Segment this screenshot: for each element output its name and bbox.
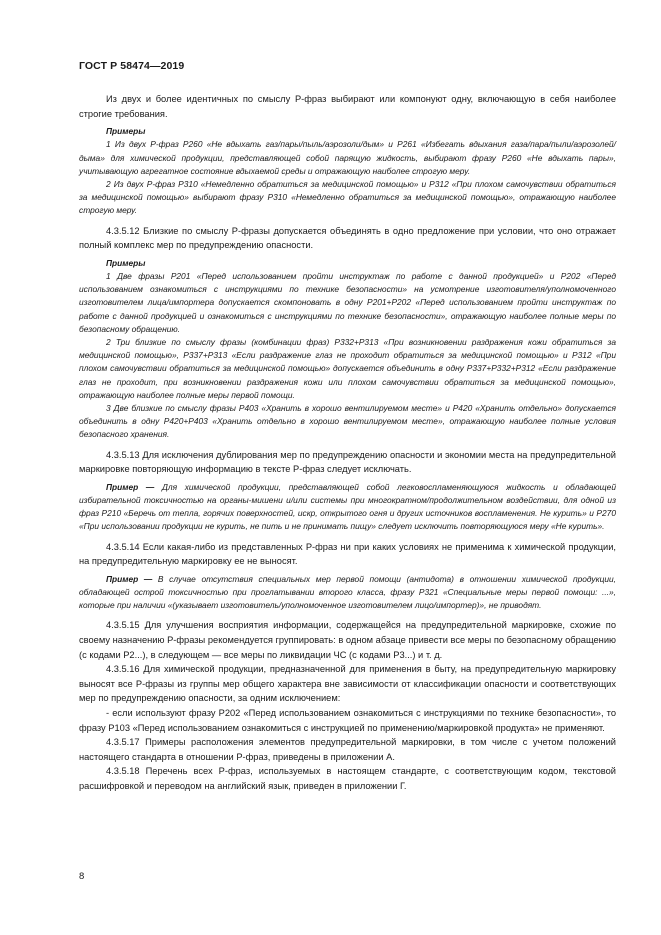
clause-4-3-5-15: 4.3.5.15 Для улучшения восприятия информации, содержащейся на предупредительной маркировке, схожие по своему назначению Р-фразы рекомендуется группировать: в одном абзаце привести все меры по безопасному обращению (с кодами Р2...), в следующем — все меры по ликвидации ЧС (с кодами Р3...) и т. д. [79,620,616,660]
clause-4-3-5-13: 4.3.5.13 Для исключения дублирования мер по предупреждению опасности и экономии места на предупредительной маркировке повторяющую информацию в тексте Р-фраз следует исключать. [79,449,616,475]
example-item: 3 Две близкие по смыслу фразы Р403 «Хранить в хорошо вентилируемом месте» и Р420 «Хранить отдельно» допускается объединить в одну Р420+Р403 «Хранить отдельно в хорошо вентилируемом месте», отражающую наиболее полные условия безопасного хранения. [79,403,616,440]
example-lead: Пример — [106,481,155,492]
example-item: 1 Из двух Р-фраз Р260 «Не вдыхать газ/пары/пыль/аэрозоли/дым» и Р261 «Избегать вдыхания газа/пара/пыли/аэрозолей/дыма» для химической продукции, представляющей собой парящую жидкость, выбирают фразу Р260 «Не вдыхать пары», учитывающую агрегатное состояние вдыхаемой среды и отражающую наиболее строгую меру. [79,139,616,176]
page-number: 8 [79,871,85,882]
example-note [79,573,616,613]
document-body [79,92,616,794]
example-item: 2 Три близкие по смыслу фразы (комбинации фраз) Р332+Р313 «При возникновении раздражения кожи обратиться за медицинской помощью», Р337+Р313 «Если раздражение глаз не проходит обратиться за медицинской помощью» и Р312 «При плохом самочувствии обратиться за медицинской помощью» допускается объединить в одну Р337+Р332+Р312 «Если раздражение глаз не проходит, при возникновении раздражения кожи или плохом самочувствии обратиться за медицинской помощью», отражающую наиболее полные меры первой помощи. [79,337,616,400]
example-item: 1 Две фразы Р201 «Перед использованием пройти инструктаж по работе с данной продукцией» и Р202 «Перед использованием ознакомиться с инструкциями по технике безопасности» на усмотрение изготовителя/уполномоченного изготовителем лица/импортера допускается скомпоновать в одну Р201+Р202 «Перед использованием пройти инструктаж по работе с данной продукцией и ознакомиться с инструкциями по технике безопасности», отражающую наиболее полные меры по безопасному обращению. [79,271,616,334]
example-text: Для химической продукции, представляющей собой легковоспламеняющуюся жидкость и обладающей избирательной токсичностью на органы-мишени и/или системы при многократном/продолжительном воздействии, для одной из фраз Р210 «Беречь от тепла, горячих поверхностей, искр, открытого огня и других источников воспламенения. Не курить» и Р270 «При использовании продукции не курить, не пить и не принимать пищу» следует исключить повторяющуюся меру «Не курить». [79,481,616,532]
example-text: В случае отсутствия специальных мер первой помощи (антидота) в отношении химической продукции, обладающей острой токсичностью при проглатывании второго класса, фразу Р321 «Специальные меры первой помощи: ...», которые при наличии «(указывает изготовитель/уполномоченное изготовителем лицо/импортер)», не приводят. [79,573,616,611]
clause-4-3-5-14: 4.3.5.14 Если какая-либо из представленных Р-фраз ни при каких условиях не применима к химической продукции, на предупредительную маркировку ее не выносят. [79,541,616,567]
example-lead: Пример — [106,573,153,584]
clause-4-3-5-16: 4.3.5.16 Для химической продукции, предназначенной для применения в быту, на предупредительную маркировку выносят все Р-фразы из группы мер общего характера вне зависимости от классификации опасности и соответствующих мер по предупреждению опасности, за одним исключением: [79,664,616,704]
document-header: ГОСТ Р 58474—2019 [79,60,185,72]
clause-4-3-5-17: 4.3.5.17 Примеры расположения элементов предупредительной маркировки, в том числе с учетом положений настоящего стандарта в отношении Р-фраз, приведены в приложении А. [79,737,616,762]
examples-heading: Примеры [106,126,146,137]
clause-4-3-5-12: 4.3.5.12 Близкие по смыслу Р-фразы допускается объединять в одно предложение при условии, что оно отражает полный комплекс мер по предупреждению опасности. [79,225,616,251]
example-note [79,481,616,534]
clause-4-3-5-18: 4.3.5.18 Перечень всех Р-фраз, используемых в настоящем стандарте, с соответствующим кодом, текстовой расшифровкой и переводом на английский язык, приведен в приложении Г. [79,766,616,791]
paragraph: Из двух и более идентичных по смыслу Р-фраз выбирают или компонуют одну, включающую в себя наиболее строгие требования. [79,94,616,119]
examples-heading: Примеры [106,257,146,268]
list-item: - если используют фразу Р202 «Перед использованием ознакомиться с инструкциями по технике безопасности», то фразу Р103 «Перед использованием ознакомиться с инструкцией по применению/маркировкой продукта» не применяют. [79,708,616,733]
example-item: 2 Из двух Р-фраз Р310 «Немедленно обратиться за медицинской помощью» и Р312 «При плохом самочувствии обратиться за медицинской помощью» выбирают фразу Р310 «Немедленно обратиться за медицинской помощью», отражающую наиболее строгую меру. [79,179,616,216]
